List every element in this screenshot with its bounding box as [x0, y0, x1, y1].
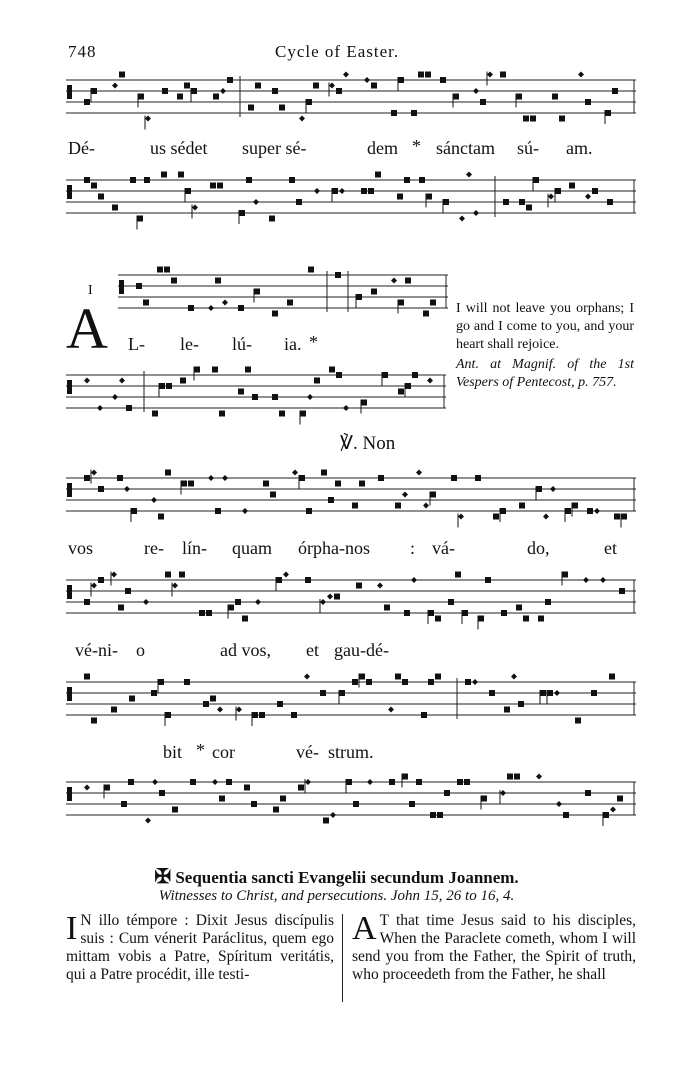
lyric: re-: [144, 538, 164, 558]
asterisk: *: [196, 740, 205, 760]
staff-4a-notation: [66, 365, 446, 435]
chant-staff-3: [118, 265, 448, 335]
lyric: super sé-: [242, 138, 307, 158]
asterisk: *: [309, 332, 318, 352]
latin-column: [66, 912, 334, 984]
english-column: [352, 912, 636, 984]
sidenote: [456, 300, 634, 392]
lyric: o: [136, 640, 145, 660]
chant-staff-6: [66, 570, 636, 640]
lyric: cor: [212, 742, 235, 762]
chant-staff-5: [66, 468, 636, 538]
running-title: Cycle of Easter.: [275, 42, 400, 61]
lyric: do,: [527, 538, 550, 558]
lyric: ad vos,: [220, 640, 271, 660]
staff-7-notation: [66, 672, 636, 742]
lyric: le-: [180, 334, 199, 354]
mode-number: I: [88, 283, 93, 298]
gospel-heading-text: Sequentia sancti Evangelii secundum Joannem.: [175, 868, 519, 887]
lyric: quam: [232, 538, 272, 558]
english-dropcap: A: [352, 910, 377, 947]
lyric: bit: [163, 742, 183, 762]
gospel-heading: [0, 864, 673, 889]
lyric: órpha-nos: [298, 538, 370, 558]
lyric: gau-dé-: [334, 640, 389, 660]
staff-6-notation: [66, 570, 636, 640]
english-text: T that time Jesus said to his disciples, When the Paraclete cometh, whom I will send you from the Father, the Spirit of truth, who proceedeth from the Father, he shall: [352, 912, 636, 983]
lyric: us sédet: [150, 138, 208, 158]
lyric: :: [410, 538, 416, 558]
chant-staff-2: [66, 170, 636, 240]
latin-dropcap: I: [66, 910, 78, 947]
lyric: sánctam: [436, 138, 495, 158]
lyric: strum.: [328, 742, 374, 762]
cross-icon: ✠: [154, 866, 172, 888]
versicle: ℣. Non: [340, 433, 396, 454]
staff-5-notation: [66, 468, 636, 538]
chant-staff-4a: [66, 365, 446, 435]
lyric: Dé-: [68, 138, 95, 158]
chant-staff-7: [66, 672, 636, 742]
staff-2-notation: [66, 170, 636, 240]
column-divider: [342, 914, 343, 1002]
asterisk: *: [412, 136, 421, 156]
lyric: et: [604, 538, 617, 558]
staff-1-notation: [66, 70, 636, 140]
staff-8-notation: [66, 772, 636, 842]
lyric: dem: [367, 138, 398, 158]
lyric: ia.: [284, 334, 302, 354]
lyric: vá-: [432, 538, 455, 558]
lyric: lín-: [182, 538, 207, 558]
lyric: vé-: [296, 742, 319, 762]
sidenote-reference: Ant. at Magnif. of the 1st Vespers of Pentecost, p. 757.: [456, 357, 634, 390]
page-number: 748: [68, 42, 97, 61]
lyric: L-: [128, 334, 145, 354]
chant-staff-1: [66, 70, 636, 140]
gospel-subheading: Witnesses to Christ, and persecutions. John 15, 26 to 16, 4.: [158, 888, 515, 904]
lyric: vos: [68, 538, 94, 558]
staff-3-notation: [118, 265, 448, 335]
latin-text: N illo témpore : Dixit Jesus discípulis suis : Cum vénerit Paráclitus, quem ego mittam vobis a Patre, Spíritum veritátis, qui a Patre procédit, ille testi-: [66, 912, 334, 983]
lyric: sú-: [517, 138, 539, 158]
lyric: lú-: [232, 334, 252, 354]
initial-letter: A: [66, 296, 108, 361]
lyric: am.: [566, 138, 593, 158]
sidenote-translation: I will not leave you orphans; I go and I come to you, and your heart shall rejoice.: [456, 301, 634, 352]
lyric: vé-ni-: [75, 640, 118, 660]
chant-staff-8: [66, 772, 636, 842]
lyric: et: [306, 640, 319, 660]
